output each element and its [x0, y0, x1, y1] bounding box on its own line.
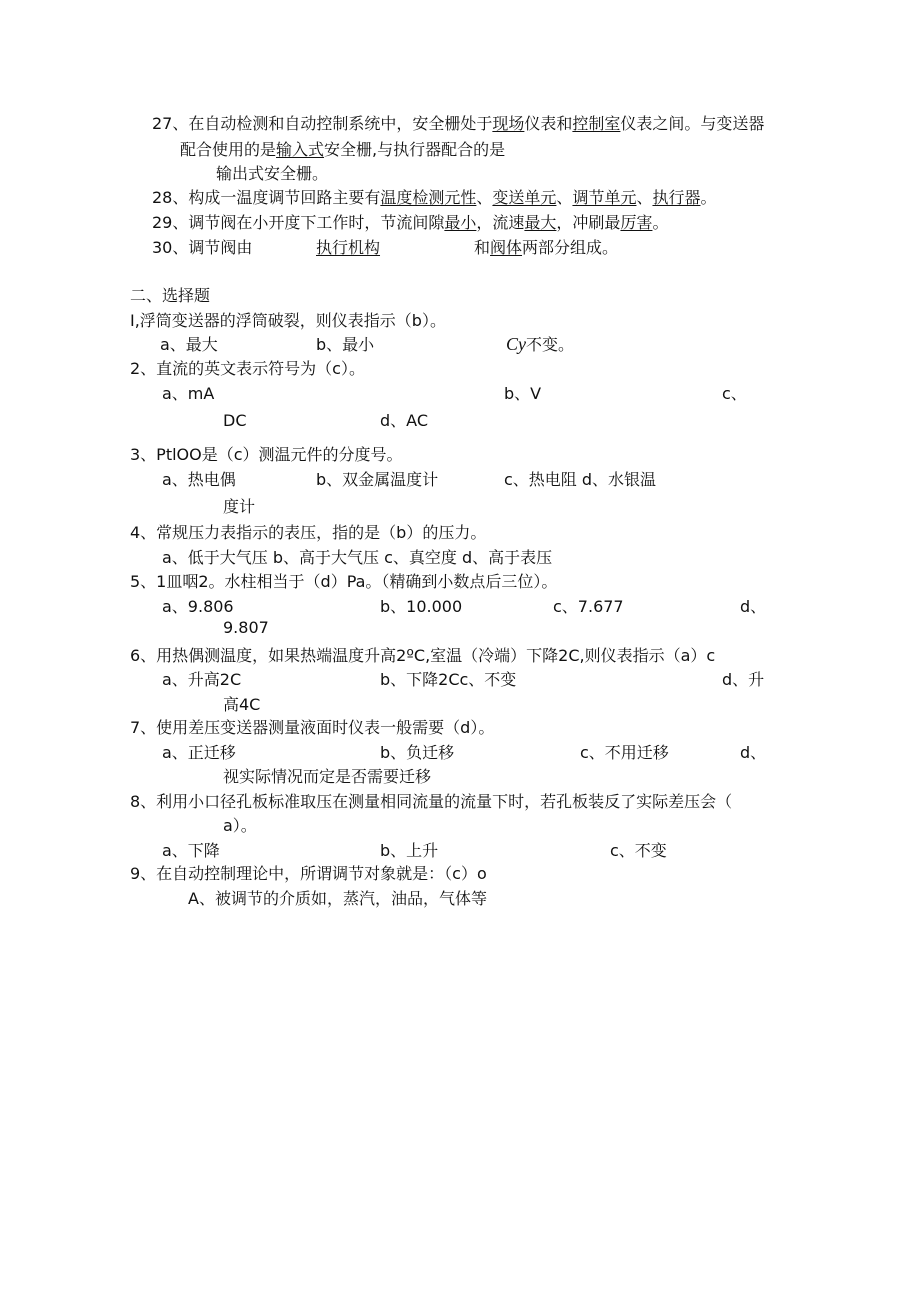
fill-question-27 [152, 116, 764, 132]
q1-option-c: Cy不变。 [506, 334, 575, 354]
fill-question-27-line3 [216, 166, 328, 182]
q3-option-d-cont: 度计 [223, 497, 256, 516]
choice-question-2: 2、直流的英文表示符号为（c）。 [130, 359, 365, 378]
q30-answer-2: 阀体 [490, 238, 523, 257]
q3-option-b: b、双金属温度计 [316, 470, 439, 489]
q2-option-d: d、AC [380, 411, 428, 430]
q1-option-a: a、最大 [160, 335, 218, 354]
q28-answer-4: 执行器 [652, 188, 701, 207]
q28-answer-1: 温度检测元性 [380, 188, 477, 207]
q5-option-b: b、10.000 [380, 597, 463, 616]
q8-stem-cont: a）。 [223, 816, 257, 835]
q5-option-c: c、7.677 [553, 597, 624, 616]
q7-option-d-cont: 视实际情况而定是否需要迁移 [223, 767, 432, 786]
q29-answer-1: 最小 [444, 213, 477, 232]
q27-answer-output-type: 输出式安全栅。 [216, 164, 329, 183]
q28-answer-3: 调节单元 [572, 188, 637, 207]
q29-answer-2: 最大 [524, 213, 557, 232]
q9-option-a: A、被调节的介质如，蒸汽，油品，气体等 [188, 889, 487, 908]
q7-option-d: d、 [740, 743, 767, 762]
q2-option-b: b、V [504, 384, 542, 403]
q6-option-b-c: b、下降2Cc、不变 [380, 670, 517, 689]
fill-question-27-line2 [180, 142, 505, 158]
q29-text: 29、调节阀在小开度下工作时，节流间隙 [152, 213, 445, 232]
q8-option-c: c、不变 [610, 841, 667, 860]
choice-question-9: 9、在自动控制理论中，所谓调节对象就是：（c）o [130, 864, 487, 883]
q27-text: 安全栅,与执行器配合的是 [324, 140, 506, 159]
q27-text: 仪表和 [524, 114, 573, 133]
choice-question-4: 4、常规压力表指示的表压，指的是（b）的压力。 [130, 523, 487, 542]
q5-option-d: d、 [740, 597, 767, 616]
section-title: 二、选择题 [130, 286, 211, 305]
q27-answer-input-type: 输入式 [276, 140, 325, 159]
q27-text: 配合使用的是 [180, 140, 277, 159]
choice-question-8: 8、利用小口径孔板标准取压在测量相同流量的流量下时，若孔板装反了实际差压会（ [130, 792, 733, 811]
q2-option-a: a、mA [162, 384, 215, 403]
q7-option-a: a、正迁移 [162, 743, 236, 762]
q7-option-b: b、负迁移 [380, 743, 455, 762]
q29-answer-3: 厉害 [620, 213, 653, 232]
q4-options: a、低于大气压 b、高于大气压 c、真空度 d、高于表压 [162, 548, 553, 567]
choice-question-1: I,浮筒变送器的浮筒破裂，则仪表指示（b）。 [130, 311, 446, 330]
q6-option-d-cont: 高4C [223, 695, 261, 714]
q2-option-c-value: DC [223, 411, 247, 430]
fill-question-30: 30、调节阀由 [152, 238, 253, 257]
q8-option-a: a、下降 [162, 841, 220, 860]
q28-text: 28、构成一温度调节回路主要有 [152, 188, 381, 207]
q3-option-a: a、热电偶 [162, 470, 236, 489]
q30-rest: 和阀体两部分组成。 [474, 238, 619, 257]
q27-answer-site: 现场 [492, 114, 525, 133]
q5-option-a: a、9.806 [162, 597, 234, 616]
choice-question-7: 7、使用差压变送器测量液面时仪表一般需要（d）。 [130, 718, 495, 737]
fill-question-28: 28、构成一温度调节回路主要有温度检测元性、变送单元、调节单元、执行器。 [152, 188, 717, 207]
q28-answer-2: 变送单元 [492, 188, 557, 207]
q1-option-b: b、最小 [316, 335, 375, 354]
choice-question-3: 3、PtlOO是（c）测温元件的分度号。 [130, 445, 403, 464]
q3-option-c-d: c、热电阻 d、水银温 [504, 470, 657, 489]
q5-option-d-value: 9.807 [223, 618, 269, 637]
q2-option-c: c、 [722, 384, 747, 403]
choice-question-5: 5、1皿咽2。水柱相当于（d）Pa。（精确到小数点后三位）。 [130, 572, 558, 591]
q7-option-c: c、不用迁移 [580, 743, 669, 762]
q27-text: 27、在自动检测和自动控制系统中，安全栅处于 [152, 114, 493, 133]
q27-text: 仪表之间。与变送器 [620, 114, 765, 133]
choice-question-6: 6、用热偶测温度，如果热端温度升高2ºC,室温（冷端）下降2C,则仪表指示（a）c [130, 646, 716, 665]
q8-option-b: b、上升 [380, 841, 439, 860]
q6-option-d: d、升 [722, 670, 765, 689]
q27-answer-control-room: 控制室 [572, 114, 621, 133]
fill-question-29: 29、调节阀在小开度下工作时，节流间隙最小，流速最大，冲刷最厉害。 [152, 213, 669, 232]
q6-option-a: a、升高2C [162, 670, 242, 689]
q30-answer-1: 执行机构 [316, 238, 381, 257]
